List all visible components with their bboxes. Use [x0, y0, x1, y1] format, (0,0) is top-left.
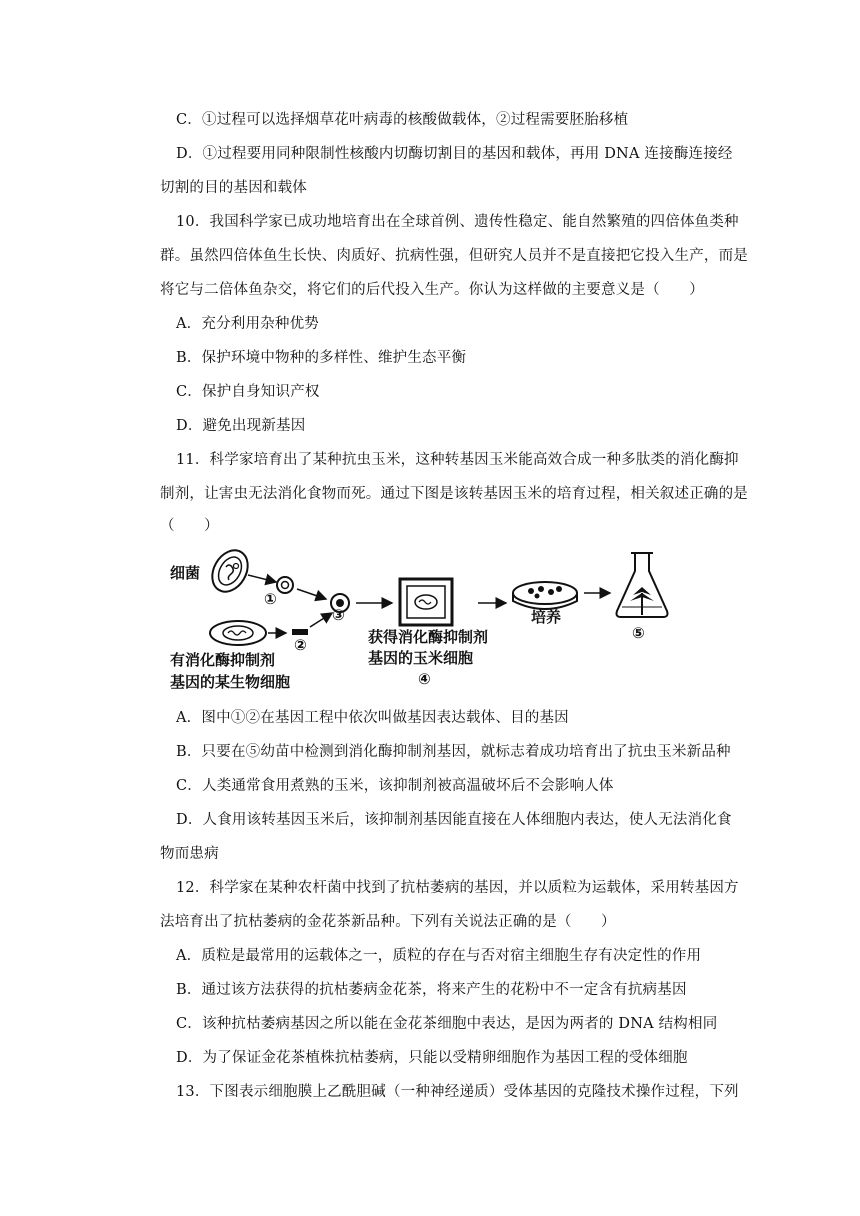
bacterium-icon: [205, 545, 255, 598]
step-3-label: ③: [332, 606, 345, 624]
organism-label-line1: 有消化酶抑制剂: [170, 651, 276, 669]
step-4-label: ④: [418, 670, 431, 688]
option-12c: C．该种抗枯萎病基因之所以能在金花茶细胞中表达，是因为两者的 DNA 结构相同: [176, 1016, 718, 1032]
flask-seedling-icon: [617, 553, 668, 617]
question-13: 13．下图表示细胞膜上乙酰胆碱（一种神经递质）受体基因的克隆技术操作过程，下列: [176, 1084, 739, 1100]
step-2-label: ②: [294, 636, 307, 654]
option-11a: A．图中①②在基因工程中依次叫做基因表达载体、目的基因: [176, 710, 569, 726]
bacteria-label: 细菌: [170, 564, 201, 582]
question-11-cont2: （ ）: [160, 518, 219, 534]
corn-cell-label-line2: 基因的玉米细胞: [368, 649, 474, 667]
question-10: 10．我国科学家已成功地培育出在全球首例、遗传性稳定、能自然繁殖的四倍体鱼类种: [176, 214, 739, 230]
organism-label-line2: 基因的某生物细胞: [170, 673, 291, 691]
option-12d: D．为了保证金花茶植株抗枯萎病，只能以受精卵细胞作为基因工程的受体细胞: [176, 1050, 688, 1066]
option-11d: D．人食用该转基因玉米后，该抑制剂基因能直接在人体细胞内表达，使人无法消化食: [176, 812, 732, 828]
option-10a: A．充分利用杂种优势: [176, 316, 319, 332]
option-11d-cont: 物而患病: [160, 846, 219, 862]
question-10-cont1: 群。虽然四倍体鱼生长快、肉质好、抗病性强，但研究人员并不是直接把它投入生产，而是: [160, 248, 748, 264]
petri-dish-icon: [513, 582, 577, 609]
question-12: 12．科学家在某种农杆菌中找到了抗枯萎病的基因，并以质粒为运载体，采用转基因方: [176, 880, 739, 896]
option-10b: B．保护环境中物种的多样性、维护生态平衡: [176, 350, 467, 366]
option-12b: B．通过该方法获得的抗枯萎病金花茶，将来产生的花粉中不一定含有抗病基因: [176, 982, 687, 998]
question-11: 11．科学家培育出了某种抗虫玉米，这种转基因玉米能高效合成一种多肽类的消化酶抑: [176, 452, 739, 468]
step-1-label: ①: [264, 590, 277, 608]
option-11b: B．只要在⑤幼苗中检测到消化酶抑制剂基因，就标志着成功培育出了抗虫玉米新品种: [176, 744, 731, 760]
plasmid-icon: [277, 577, 293, 593]
question-10-cont2: 将它与二倍体鱼杂交，将它们的后代投入生产。你认为这样做的主要意义是（ ）: [160, 282, 704, 298]
option-9c: C．①过程可以选择烟草花叶病毒的核酸做载体，②过程需要胚胎移植: [176, 112, 629, 128]
question-11-cont1: 制剂，让害虫无法消化食物而死。通过下图是该转基因玉米的培育过程，相关叙述正确的是: [160, 486, 748, 502]
option-9d: D．①过程要用同种限制性核酸内切酶切割目的基因和载体，再用 DNA 连接酶连接经: [176, 146, 733, 162]
culture-label: 培养: [531, 608, 562, 626]
corn-cell-label-line1: 获得消化酶抑制剂: [368, 628, 489, 646]
option-10d: D．避免出现新基因: [176, 418, 306, 434]
transgenic-corn-diagram: [160, 545, 690, 695]
option-12a: A．质粒是最常用的运载体之一，质粒的存在与否对宿主细胞生存有决定性的作用: [176, 948, 702, 964]
organism-cell-icon: [210, 621, 266, 645]
corn-cell-icon: [400, 579, 452, 625]
option-9d-cont: 切割的目的基因和载体: [160, 180, 307, 196]
option-11c: C．人类通常食用煮熟的玉米，该抑制剂被高温破坏后不会影响人体: [176, 778, 614, 794]
step-5-label: ⑤: [632, 624, 645, 642]
question-12-cont: 法培育出了抗枯萎病的金花茶新品种。下列有关说法正确的是（ ）: [160, 914, 616, 930]
option-10c: C．保护自身知识产权: [176, 384, 320, 400]
